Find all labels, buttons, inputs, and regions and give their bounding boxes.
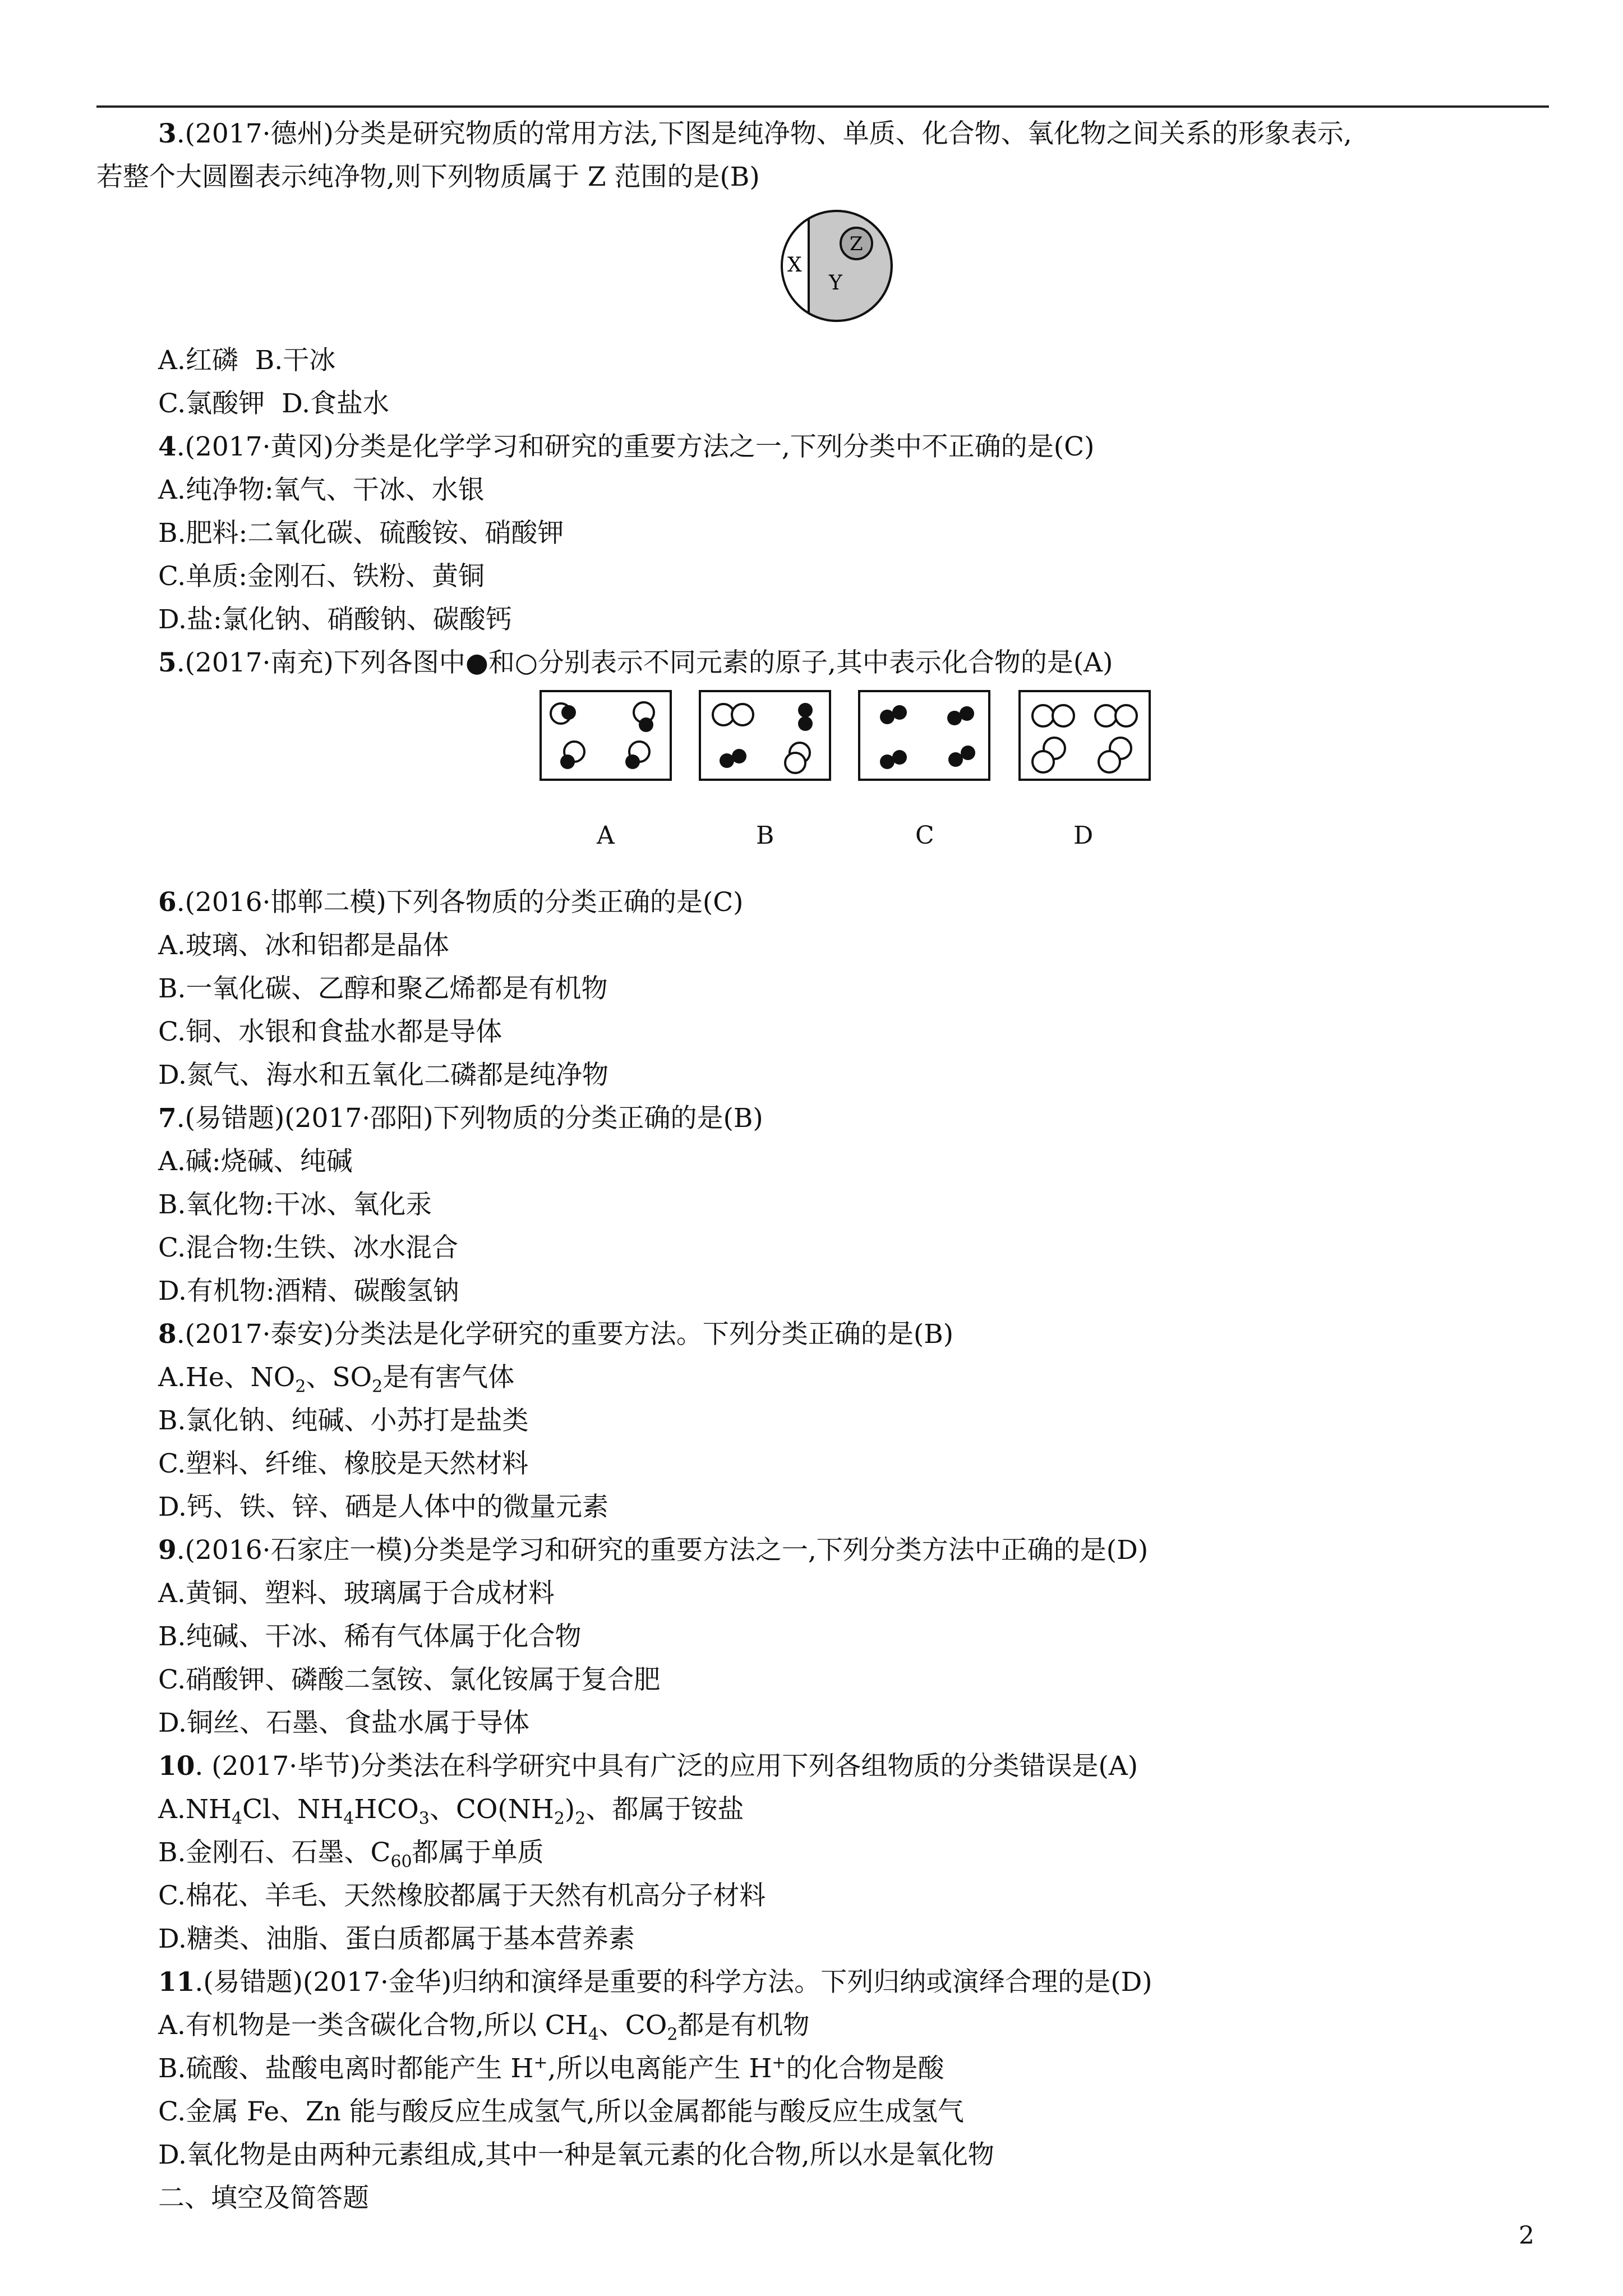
question-7-option-c: C.混合物:生铁、冰水混合 xyxy=(158,1232,459,1263)
question-7-stem: 7.(易错题)(2017·邵阳)下列物质的分类正确的是(B) xyxy=(158,1103,763,1134)
atom-diagrams xyxy=(540,690,1156,813)
question-10-option-c: C.棉花、羊毛、天然橡胶都属于天然有机高分子材料 xyxy=(158,1880,766,1911)
question-4-option-c: C.单质:金刚石、铁粉、黄铜 xyxy=(158,561,485,592)
question-8-stem: 8.(2017·泰安)分类法是化学研究的重要方法。下列分类正确的是(B) xyxy=(158,1319,954,1350)
question-4-stem: 4.(2017·黄冈)分类是化学学习和研究的重要方法之一,下列分类中不正确的是(C) xyxy=(158,431,1095,462)
venn-diagram-container xyxy=(96,199,1555,339)
question-8-option-d: D.钙、铁、锌、硒是人体中的微量元素 xyxy=(158,1492,608,1522)
question-7-option-a: A.碱:烧碱、纯碱 xyxy=(158,1146,353,1177)
venn-label-x: X xyxy=(787,254,802,277)
question-3-options-cd: C.氯酸钾 D.食盐水 xyxy=(158,388,390,419)
page-number: 2 xyxy=(1519,2221,1534,2250)
question-3-stem-line-2: 若整个大圆圈表示纯净物,则下列物质属于 Z 范围的是(B) xyxy=(96,162,760,192)
question-6-stem: 6.(2016·邯郸二模)下列各物质的分类正确的是(C) xyxy=(158,887,744,918)
atom-box-a xyxy=(541,691,671,780)
question-3-options-ab: A.红磷 B.干冰 xyxy=(158,345,336,376)
question-11-option-b: B.硫酸、盐酸电离时都能产生 H+,所以电离能产生 H+的化合物是酸 xyxy=(158,2053,944,2084)
question-7-option-d: D.有机物:酒精、碳酸氢钠 xyxy=(158,1276,459,1306)
question-6-option-c: C.铜、水银和食盐水都是导体 xyxy=(158,1016,502,1047)
question-4-option-b: B.肥料:二氧化碳、硫酸铵、硝酸钾 xyxy=(158,518,564,549)
atom-label-a: A xyxy=(597,821,615,850)
question-6-option-b: B.一氧化碳、乙醇和聚乙烯都是有机物 xyxy=(158,973,608,1004)
question-9-stem: 9.(2016·石家庄一模)分类是学习和研究的重要方法之一,下列分类方法中正确的是(D) xyxy=(158,1535,1149,1566)
question-8-option-b: B.氯化钠、纯碱、小苏打是盐类 xyxy=(158,1405,529,1436)
venn-region-y xyxy=(809,211,892,321)
atom-label-d: D xyxy=(1073,821,1094,850)
venn-diagram xyxy=(775,204,898,328)
worksheet-page xyxy=(96,112,1555,2220)
question-7-option-b: B.氧化物:干冰、氧化汞 xyxy=(158,1189,432,1220)
atom-label-b: B xyxy=(756,821,774,850)
question-8-option-c: C.塑料、纤维、橡胶是天然材料 xyxy=(158,1448,529,1479)
question-11-stem: 11.(易错题)(2017·金华)归纳和演绎是重要的科学方法。下列归纳或演绎合理的是(D) xyxy=(158,1967,1152,1998)
question-11-option-c: C.金属 Fe、Zn 能与酸反应生成氢气,所以金属都能与酸反应生成氢气 xyxy=(158,2096,964,2127)
question-5-stem: 5.(2017·南充)下列各图中●和○分别表示不同元素的原子,其中表示化合物的是(A) xyxy=(158,647,1113,678)
question-6-option-a: A.玻璃、冰和铝都是晶体 xyxy=(158,930,449,961)
question-8-option-a: A.He、$NO_2$、$SO_2$是有害气体 xyxy=(158,1362,515,1397)
question-11-option-a: A.有机物是一类含碳化合物,所以 $CH_4$、$CO_2$都是有机物 xyxy=(158,2010,810,2045)
section-title: 二、填空及简答题 xyxy=(158,2183,369,2214)
atom-box-c xyxy=(859,691,989,780)
question-10-option-d: D.糖类、油脂、蛋白质都属于基本营养素 xyxy=(158,1924,635,1954)
question-11-option-d: D.氧化物是由两种元素组成,其中一种是氧元素的化合物,所以水是氧化物 xyxy=(158,2139,994,2170)
question-10-option-b: B.金刚石、石墨、$C_{60}$都属于单质 xyxy=(158,1837,544,1872)
question-4-option-a: A.纯净物:氧气、干冰、水银 xyxy=(158,475,485,505)
header-rule xyxy=(96,105,1549,108)
venn-label-y: Y xyxy=(829,272,842,295)
question-4-option-d: D.盐:氯化钠、硝酸钠、碳酸钙 xyxy=(158,604,512,635)
atom-box-b xyxy=(700,691,830,780)
question-10-option-a: $A.NH_4Cl$、$NH_4HCO_3$、$CO(NH_2)_2$、都属于铵盐 xyxy=(158,1794,744,1829)
atom-diagrams-container xyxy=(96,684,1555,819)
venn-label-z: Z xyxy=(850,233,863,255)
question-9-option-c: C.硝酸钾、磷酸二氢铵、氯化铵属于复合肥 xyxy=(158,1664,661,1695)
atom-labels xyxy=(96,819,1555,881)
question-6-option-d: D.氮气、海水和五氧化二磷都是纯净物 xyxy=(158,1060,608,1091)
question-9-option-b: B.纯碱、干冰、稀有气体属于化合物 xyxy=(158,1621,582,1652)
question-3-stem-line-1: 3.(2017·德州)分类是研究物质的常用方法,下图是纯净物、单质、化合物、氧化物之间关系的形象表示, xyxy=(158,118,1352,149)
atom-label-c: C xyxy=(915,821,934,850)
question-10-stem: 10. (2017·毕节)分类法在科学研究中具有广泛的应用下列各组物质的分类错误是(A) xyxy=(158,1751,1138,1782)
atom-box-d xyxy=(1020,691,1150,780)
question-9-option-d: D.铜丝、石墨、食盐水属于导体 xyxy=(158,1708,529,1738)
question-9-option-a: A.黄铜、塑料、玻璃属于合成材料 xyxy=(158,1578,555,1609)
